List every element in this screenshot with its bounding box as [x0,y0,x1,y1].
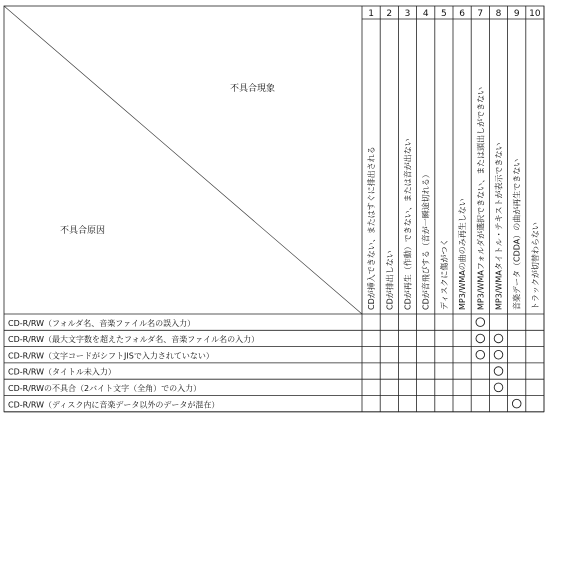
column-header-label: 音楽データ（CDDA）の曲が再生できない [512,158,522,310]
row-label: CD-R/RW（フォルダ名、音楽ファイル名の誤入力） [8,318,196,328]
table-row [8,318,485,328]
table-row [8,350,503,360]
circle-mark-icon [476,334,485,343]
column-header-label: CDが挿入できない、またはすぐに排出される [367,146,377,310]
row-label: CD-R/RW（文字コードがシフトJISで入力されていない） [8,351,214,361]
row-label: CD-R/RWの不具合（2バイト文字（全角）での入力） [8,384,202,393]
column-number: 7 [477,9,484,19]
corner-top-right-label: 不具合現象 [230,84,276,94]
row-label: CD-R/RW（タイトル未入力） [8,367,116,377]
column-header-label: トラックが切替わらない [530,222,540,310]
table-row [8,367,503,377]
column-number: 8 [495,9,502,19]
table-row [8,383,503,393]
corner-diagonal [4,6,362,314]
table-row [8,399,521,409]
column-header-label: MP3/WMAタイトル・テキストが表示できない [494,142,504,310]
row-label: CD-R/RW（ディスク内に音楽データ以外のデータが混在） [8,400,220,410]
column-number: 3 [404,9,411,19]
column-headers [366,9,541,310]
table-row [8,334,503,344]
column-number: 2 [386,9,393,19]
circle-mark-icon [476,350,485,359]
circle-mark-icon [512,399,521,408]
column-number: 6 [459,9,465,19]
row-label: CD-R/RW（最大文字数を超えたフォルダ名、音楽ファイル名の入力） [8,335,260,345]
column-header-label: MP3/WMAフォルダが選択できない、または頭出しができない [476,86,486,310]
circle-mark-icon [494,350,503,359]
circle-mark-icon [494,334,503,343]
column-number: 9 [513,9,520,19]
corner-bottom-left-label: 不具合原因 [60,226,106,236]
column-header-label: MP3/WMAの曲のみ再生しない [458,198,468,310]
column-number: 1 [368,9,374,19]
column-number: 5 [441,9,447,19]
column-header-label: CDが音飛びする（音が一瞬途切れる） [421,170,431,310]
column-number: 4 [422,9,429,19]
circle-mark-icon [494,383,503,392]
circle-mark-icon [476,318,485,327]
column-header-label: CDが再生（作動）できない、または音が出ない [403,138,413,310]
column-header-label: CDが排出しない [385,250,395,310]
column-number: 10 [529,9,541,19]
column-header-label: ディスクに傷がつく [439,238,449,310]
circle-mark-icon [494,367,503,376]
